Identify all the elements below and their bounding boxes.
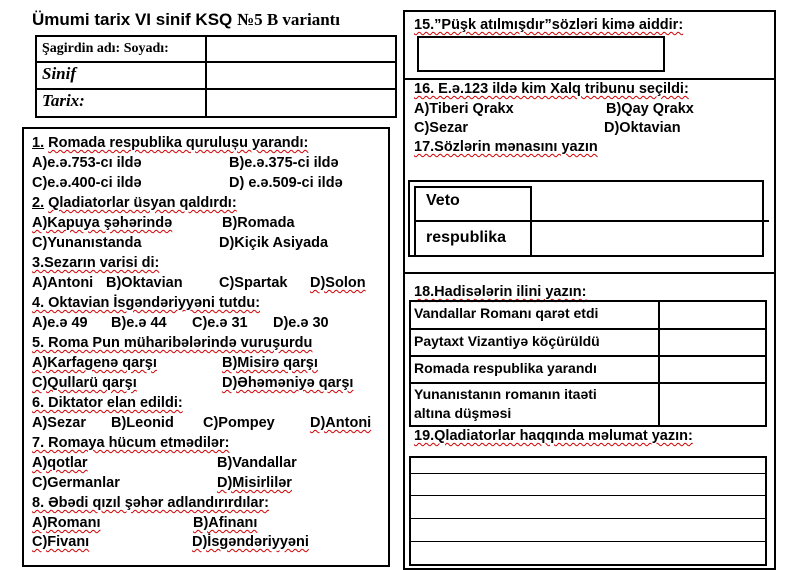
question-7: 7. Romaya hücum etmədilər: [32,435,230,451]
q18-answer-3[interactable] [661,357,765,381]
q16-option-b[interactable]: B)Qay Qrakx [606,101,694,117]
q18-row-4-line2: altına düşməsi [414,405,512,421]
q4-option-b[interactable]: B)e.ə 44 [111,315,167,331]
q5-option-b[interactable]: B)Misirə qarşı [222,355,318,371]
question-2-number: 2. [32,195,45,211]
q6-option-d[interactable]: D)Antoni [310,415,372,431]
q1-option-c[interactable]: C)e.ə.400-ci ildə [32,175,142,191]
question-16: 16. E.ə.123 ildə kim Xalq tribunu seçildi: [414,81,689,97]
date-field[interactable] [208,90,394,116]
q8-option-d[interactable]: D)İsgəndəriyyəni [192,534,309,550]
q18-answer-2[interactable] [661,330,765,354]
q4-option-a[interactable]: A)e.ə 49 [32,315,88,331]
q8-option-a[interactable]: A)Romanı [32,515,101,531]
q3-option-c[interactable]: C)Spartak [219,275,288,291]
q6-option-a[interactable]: A)Sezar [32,415,86,431]
q2-option-a[interactable]: A)Kapuya şəhərində [32,215,173,231]
q1-option-a[interactable]: A)e.ə.753-cı ildə [32,155,142,171]
date-label: Tarix: [42,91,85,110]
q7-option-d[interactable]: D)Misirlilər [217,475,292,491]
q1-option-d[interactable]: D) e.ə.509-ci ildə [229,175,343,191]
q3-option-b[interactable]: B)Oktavian [106,275,183,291]
question-2 [32,195,237,211]
question-3: 3.Sezarın varisi di: [32,255,160,271]
page-title [32,10,340,30]
q7-option-c[interactable]: C)Germanlar [32,475,120,491]
q16-option-c[interactable]: C)Sezar [414,120,468,136]
q17-answer-respublika[interactable] [533,222,761,255]
q7-option-b[interactable]: B)Vandallar [217,455,297,471]
question-17: 17.Sözlərin mənasını yazın [414,139,598,155]
q18-answer-4[interactable] [661,384,765,425]
q16-option-a[interactable]: A)Tiberi Qrakx [414,101,514,117]
q4-option-c[interactable]: C)e.ə 31 [192,315,248,331]
q3-option-d[interactable]: D)Solon [310,275,366,291]
question-1-text: Romada respublika qurulușu yarandı: [48,135,309,151]
q15-answer-box[interactable] [417,36,665,72]
q3-option-a[interactable]: A)Antoni [32,275,94,291]
q18-row-4-line1: Yunanıstanın romanın itaəti [414,386,597,402]
q5-option-c[interactable]: C)Qullarü qarşı [32,375,137,391]
question-5: 5. Roma Pun müharibələrində vuruşurdu [32,335,313,351]
title-variant: №5 B variantı [237,10,341,29]
q5-option-d[interactable]: D)Əhəməniyə qarşı [222,375,354,391]
q17-answer-veto[interactable] [533,188,761,219]
class-label: Sinif [42,64,77,83]
q18-answer-1[interactable] [661,302,765,327]
q5-option-a[interactable]: A)Karfagenə qarşı [32,355,157,371]
q6-option-c[interactable]: C)Pompey [203,415,275,431]
q18-row-1: Vandallar Romanı qarət etdi [414,305,599,321]
q18-row-2: Paytaxt Vizantiyə köçürüldü [414,333,600,349]
q17-word-respublika: respublika [426,229,507,246]
question-19: 19.Qladiatorlar haqqında məlumat yazın: [414,428,693,444]
q2-option-b[interactable]: B)Romada [222,215,295,231]
q6-option-b[interactable]: B)Leonid [111,415,174,431]
question-2-text: Qladiatorlar üsyan qaldırdı: [48,195,237,211]
class-field[interactable] [208,63,394,87]
q17-word-veto: Veto [426,192,460,209]
q2-option-d[interactable]: D)Kiçik Asiyada [219,235,329,251]
q2-option-c[interactable]: C)Yunanıstanda [32,235,142,251]
student-name-field[interactable] [208,37,394,60]
q16-option-d[interactable]: D)Oktavian [604,120,681,136]
q18-row-3: Romada respublika yarandı [414,360,597,376]
question-1-number: 1. [32,135,45,151]
question-8: 8. Əbədi qızıl şəhər adlandırırdılar: [32,495,269,511]
question-15: 15.”Püşk atılmışdır”sözləri kimə aiddir: [414,17,684,33]
q4-option-d[interactable]: D)e.ə 30 [273,315,329,331]
question-1 [32,135,308,151]
q8-option-b[interactable]: B)Afinanı [193,515,258,531]
question-6: 6. Diktator elan edildi: [32,395,183,411]
question-4: 4. Oktavian İsgəndəriyyəni tutdu: [32,295,261,311]
title-main: Ümumi tarix VI sinif KSQ [32,10,233,29]
q8-option-c[interactable]: C)Fivanı [32,534,90,550]
q7-option-a[interactable]: A)qotlar [32,455,88,471]
question-18: 18.Hadisələrin ilini yazın: [414,284,587,300]
q1-option-b[interactable]: B)e.ə.375-ci ildə [229,155,339,171]
student-name-label: Şagirdin adı: Soyadı: [42,41,169,56]
